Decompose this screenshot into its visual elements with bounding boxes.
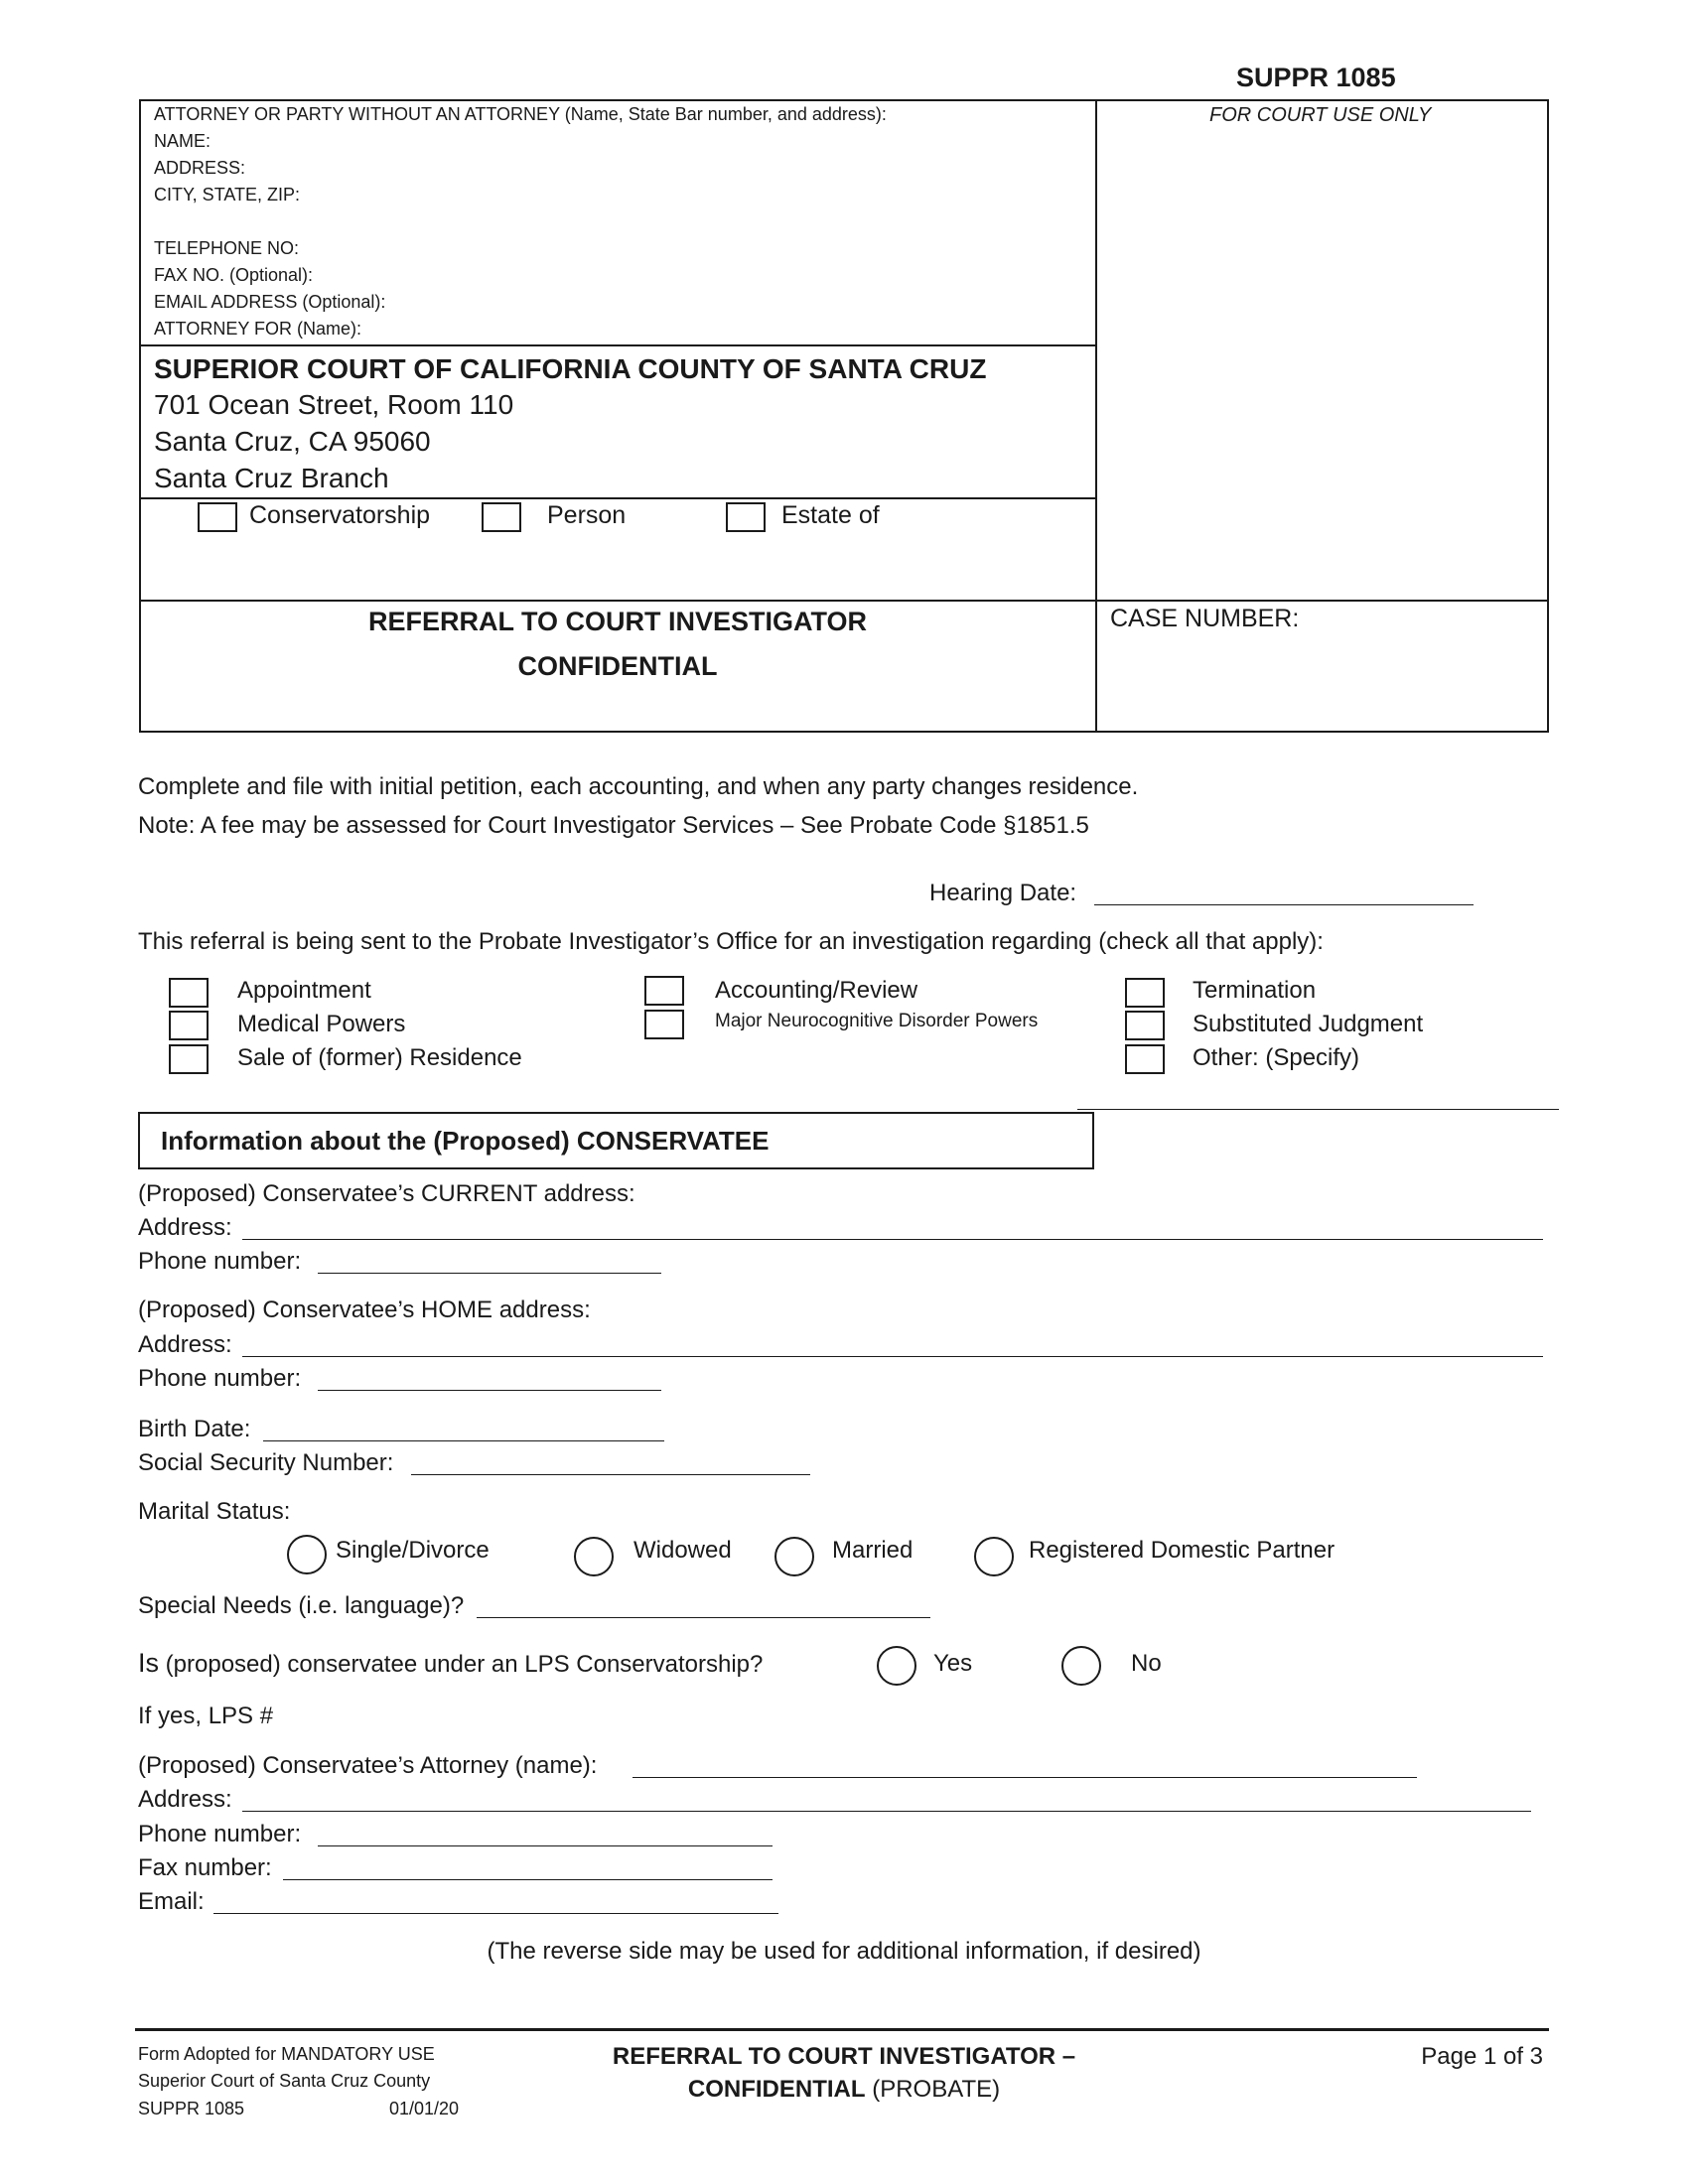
lps-question [138, 1649, 763, 1679]
divider-court [139, 497, 1096, 499]
attorney-email-label: Email: [138, 1888, 205, 1915]
birth-date-label: Birth Date: [138, 1416, 251, 1442]
field-telephone-label: TELEPHONE NO: [154, 238, 300, 258]
ssn-label: Social Security Number: [138, 1449, 394, 1476]
footer-form-code: SUPPR 1085 [138, 2099, 245, 2118]
label-medical-powers: Medical Powers [237, 1011, 406, 1037]
label-lps-no: No [1131, 1650, 1162, 1677]
radio-lps-no[interactable] [1061, 1646, 1101, 1686]
home-address-heading: (Proposed) Conservatee’s HOME address: [138, 1297, 591, 1323]
checkbox-accounting-review[interactable] [644, 976, 684, 1006]
label-neurocognitive-powers: Major Neurocognitive Disorder Powers [715, 1011, 1039, 1031]
court-use-only: FOR COURT USE ONLY [1209, 104, 1432, 126]
radio-registered-domestic-partner[interactable] [974, 1537, 1014, 1576]
attorney-title: ATTORNEY OR PARTY WITHOUT AN ATTORNEY (Name, State Bar number, and address): [154, 104, 887, 124]
field-fax-label: FAX NO. (Optional): [154, 265, 314, 285]
footer-title-confidential: CONFIDENTIAL [687, 2076, 866, 2103]
footer-title-line2 [556, 2076, 1132, 2104]
label-conservatorship: Conservatorship [249, 501, 431, 529]
field-city-label: CITY, STATE, ZIP: [154, 185, 301, 205]
label-sale-of-residence: Sale of (former) Residence [237, 1044, 522, 1071]
label-lps-yes: Yes [933, 1650, 973, 1677]
attorney-name-label: (Proposed) Conservatee’s Attorney (name): [138, 1752, 598, 1779]
form-id: SUPPR 1085 [1236, 63, 1396, 92]
label-substituted-judgment: Substituted Judgment [1193, 1011, 1424, 1037]
radio-single-divorce[interactable] [287, 1535, 327, 1574]
current-address-heading: (Proposed) Conservatee’s CURRENT address: [138, 1180, 635, 1207]
footer-mandatory-use: Form Adopted for MANDATORY USE [138, 2044, 435, 2064]
lps-question-prefix: Is [138, 1648, 160, 1678]
case-number-label: CASE NUMBER: [1110, 605, 1300, 632]
attorney-phone-field[interactable] [318, 1845, 773, 1846]
checkbox-appointment[interactable] [169, 978, 209, 1008]
radio-widowed[interactable] [574, 1537, 614, 1576]
referral-text: This referral is being sent to the Probate Investigator’s Office for an investigation regarding (check all that apply): [138, 928, 1324, 955]
court-address-city: Santa Cruz, CA 95060 [154, 426, 431, 457]
footer-title-line1: REFERRAL TO COURT INVESTIGATOR – [612, 2043, 1076, 2070]
field-email-label: EMAIL ADDRESS (Optional): [154, 292, 386, 312]
checkbox-neurocognitive-powers[interactable] [644, 1010, 684, 1039]
attorney-fax-label: Fax number: [138, 1854, 272, 1881]
home-phone-label: Phone number: [138, 1365, 302, 1392]
checkbox-conservatorship[interactable] [198, 502, 237, 532]
court-name: SUPERIOR COURT OF CALIFORNIA COUNTY OF SANTA CRUZ [154, 353, 987, 384]
label-single-divorce: Single/Divorce [336, 1537, 490, 1564]
attorney-address-label: Address: [138, 1786, 232, 1813]
footer-court: Superior Court of Santa Cruz County [138, 2071, 431, 2091]
current-address-field[interactable] [242, 1239, 1543, 1240]
footer-rule [135, 2028, 1549, 2031]
current-phone-field[interactable] [318, 1273, 661, 1274]
checkbox-substituted-judgment[interactable] [1125, 1011, 1165, 1040]
checkbox-medical-powers[interactable] [169, 1011, 209, 1040]
hearing-date-field[interactable] [1094, 904, 1474, 905]
footer-form-date: 01/01/20 [389, 2099, 460, 2118]
home-phone-field[interactable] [318, 1390, 661, 1391]
lps-question-text: (proposed) conservatee under an LPS Conservatorship? [159, 1651, 764, 1678]
attorney-address-field[interactable] [242, 1811, 1531, 1812]
checkbox-person[interactable] [482, 502, 521, 532]
field-address-label: ADDRESS: [154, 158, 246, 178]
label-accounting-review: Accounting/Review [715, 977, 918, 1004]
attorney-email-field[interactable] [213, 1913, 778, 1914]
birth-date-field[interactable] [263, 1440, 664, 1441]
court-branch: Santa Cruz Branch [154, 463, 389, 493]
label-widowed: Widowed [633, 1537, 732, 1564]
current-phone-label: Phone number: [138, 1248, 302, 1275]
field-attorney-for-label: ATTORNEY FOR (Name): [154, 319, 362, 339]
ssn-field[interactable] [411, 1474, 810, 1475]
instruction-line2: Note: A fee may be assessed for Court Investigator Services – See Probate Code §1851.5 [138, 812, 1089, 839]
attorney-name-field[interactable] [633, 1777, 1417, 1778]
instruction-line1: Complete and file with initial petition, each accounting, and when any party changes residence. [138, 773, 1139, 800]
special-needs-label: Special Needs (i.e. language)? [138, 1592, 465, 1619]
label-termination: Termination [1193, 977, 1317, 1004]
label-registered-domestic-partner: Registered Domestic Partner [1029, 1537, 1336, 1564]
form-title-line2: CONFIDENTIAL [517, 651, 718, 681]
label-appointment: Appointment [237, 977, 371, 1004]
label-estate-of: Estate of [781, 501, 880, 529]
checkbox-sale-of-residence[interactable] [169, 1044, 209, 1074]
label-married: Married [832, 1537, 914, 1564]
form-title-line1: REFERRAL TO COURT INVESTIGATOR [367, 607, 868, 636]
current-address-label: Address: [138, 1214, 232, 1241]
attorney-fax-field[interactable] [283, 1879, 773, 1880]
field-name-label: NAME: [154, 131, 211, 151]
checkbox-estate-of[interactable] [726, 502, 766, 532]
section-title: Information about the (Proposed) CONSERVATEE [161, 1126, 770, 1156]
reverse-side-note: (The reverse side may be used for additional information, if desired) [487, 1938, 1201, 1965]
divider-title [139, 600, 1549, 602]
other-specify-field[interactable] [1077, 1109, 1559, 1110]
radio-lps-yes[interactable] [877, 1646, 916, 1686]
marital-status-label: Marital Status: [138, 1498, 291, 1525]
lps-number-label: If yes, LPS # [138, 1703, 274, 1729]
home-address-field[interactable] [242, 1356, 1543, 1357]
attorney-phone-label: Phone number: [138, 1821, 302, 1847]
checkbox-other[interactable] [1125, 1044, 1165, 1074]
court-address-street: 701 Ocean Street, Room 110 [154, 389, 514, 420]
hearing-date-label: Hearing Date: [929, 880, 1077, 906]
special-needs-field[interactable] [477, 1617, 930, 1618]
label-other: Other: (Specify) [1193, 1044, 1360, 1071]
home-address-label: Address: [138, 1331, 232, 1358]
footer-page-number: Page 1 of 3 [1421, 2043, 1543, 2070]
divider-attorney [139, 344, 1096, 346]
label-person: Person [547, 501, 627, 529]
checkbox-termination[interactable] [1125, 978, 1165, 1008]
radio-married[interactable] [774, 1537, 814, 1576]
footer-title-probate: (PROBATE) [865, 2076, 1001, 2103]
